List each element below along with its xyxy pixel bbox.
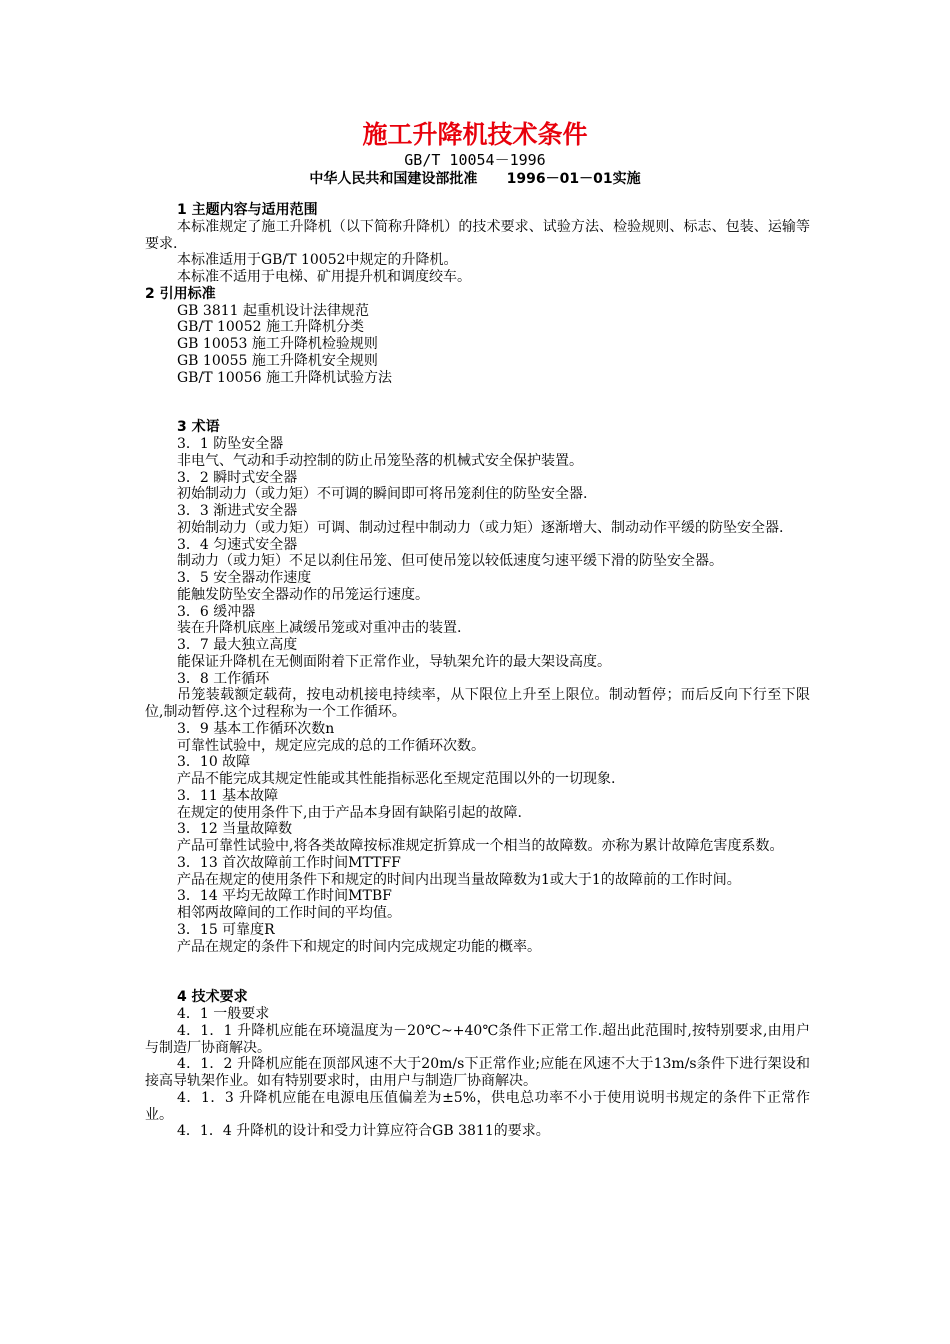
term-definition: 产品在规定的使用条件下和规定的时间内出现当量故障数为1或大于1的故障前的工作时间。 (177, 871, 741, 888)
document-title: 施工升降机技术条件 (362, 120, 588, 149)
term-definition: 能保证升降机在无侧面附着下正常作业，导轨架允许的最大架设高度。 (177, 653, 611, 670)
approval-line: 中华人民共和国建设部批准 1996－01－01实施 (309, 171, 641, 187)
requirement-item: 4．1．4 升降机的设计和受力计算应符合GB 3811的要求。 (177, 1123, 550, 1140)
section-3-heading: 3 术语 (177, 419, 220, 436)
term-title: 3．3 渐进式安全器 (177, 503, 298, 519)
section-1-paragraph: 本标准适用于GB/T 10052中规定的升降机。 (177, 252, 458, 269)
section-1-paragraph: 本标准不适用于电梯、矿用提升机和调度绞车。 (177, 269, 471, 285)
term-title: 3．1 防坠安全器 (177, 436, 284, 452)
term-title: 3．6 缓冲器 (177, 603, 256, 620)
requirement-item: 4．1．3 升降机应能在电源电压值偏差为±5%，供电总功率不小于使用说明书规定的条件下正常作业。 (145, 1089, 810, 1123)
term-title: 3．9 基本工作循环次数n (177, 720, 335, 737)
term-definition: 制动力（或力矩）不足以刹住吊笼、但可使吊笼以较低速度匀速平缓下滑的防坠安全器。 (177, 553, 723, 570)
term-definition: 产品可靠性试验中,将各类故障按标准规定折算成一个相当的故障数。亦称为累计故障危害度系数。 (177, 838, 784, 854)
term-title: 3．4 匀速式安全器 (177, 536, 298, 553)
reference-item: GB 10053 施工升降机检验规则 (177, 336, 378, 352)
reference-item: GB/T 10052 施工升降机分类 (177, 319, 364, 336)
term-definition: 装在升降机底座上减缓吊笼或对重冲击的装置. (177, 620, 462, 637)
section-1-paragraph: 本标准规定了施工升降机（以下简称升降机）的技术要求、试验方法、检验规则、标志、包装、运输等要求. (145, 218, 810, 252)
document-body (145, 202, 810, 1140)
section-4-heading: 4 技术要求 (177, 989, 248, 1006)
term-definition: 吊笼装载额定载荷，按电动机接电持续率，从下限位上升至上限位。制动暂停；而后反向下行至下限位,制动暂停.这个过程称为一个工作循环。 (145, 687, 810, 720)
term-definition: 产品不能完成其规定性能或其性能指标恶化至规定范围以外的一切现象. (177, 771, 616, 787)
term-definition: 可靠性试验中，规定应完成的总的工作循环次数。 (177, 737, 485, 754)
requirement-item: 4．1．2 升降机应能在顶部风速不大于20m/s下正常作业;应能在风速不大于13m/s条件下进行架设和接高导轨架作业。如有特别要求时，由用户与制造厂协商解决。 (145, 1056, 810, 1089)
subsection-title: 4．1 一般要求 (177, 1006, 270, 1022)
section-1-heading: 1 主题内容与适用范围 (177, 202, 318, 218)
section-2-heading: 2 引用标准 (145, 285, 216, 302)
term-definition: 相邻两故障间的工作时间的平均值。 (177, 905, 401, 921)
term-title: 3．8 工作循环 (177, 670, 270, 687)
term-title: 3．15 可靠度R (177, 921, 275, 938)
term-definition: 初始制动力（或力矩）可调、制动过程中制动力（或力矩）逐渐增大、制动动作平缓的防坠安全器. (177, 519, 784, 536)
term-definition: 在规定的使用条件下,由于产品本身固有缺陷引起的故障. (177, 804, 522, 821)
term-title: 3．13 首次故障前工作时间MTTFF (177, 854, 401, 871)
term-title: 3．14 平均无故障工作时间MTBF (177, 888, 392, 905)
term-definition: 初始制动力（或力矩）不可调的瞬间即可将吊笼刹住的防坠安全器. (177, 486, 588, 503)
term-title: 3．2 瞬时式安全器 (177, 469, 298, 486)
reference-item: GB 3811 起重机设计法律规范 (177, 302, 370, 319)
requirement-item: 4．1．1 升降机应能在环境温度为－20℃~+40℃条件下正常工作.超出此范围时,按特别要求,由用户与制造厂协商解决。 (145, 1022, 810, 1056)
term-definition: 产品在规定的条件下和规定的时间内完成规定功能的概率。 (177, 938, 541, 955)
term-title: 3．5 安全器动作速度 (177, 570, 312, 586)
term-definition: 能触发防坠安全器动作的吊笼运行速度。 (177, 586, 429, 603)
term-title: 3．10 故障 (177, 754, 251, 771)
reference-item: GB 10055 施工升降机安全规则 (177, 352, 378, 369)
reference-item: GB/T 10056 施工升降机试验方法 (177, 369, 392, 386)
term-title: 3．7 最大独立高度 (177, 637, 298, 653)
term-title: 3．11 基本故障 (177, 787, 279, 804)
term-definition: 非电气、气动和手动控制的防止吊笼坠落的机械式安全保护装置。 (177, 452, 583, 469)
term-title: 3．12 当量故障数 (177, 821, 293, 838)
standard-number: GB/T 10054－1996 (404, 151, 546, 169)
